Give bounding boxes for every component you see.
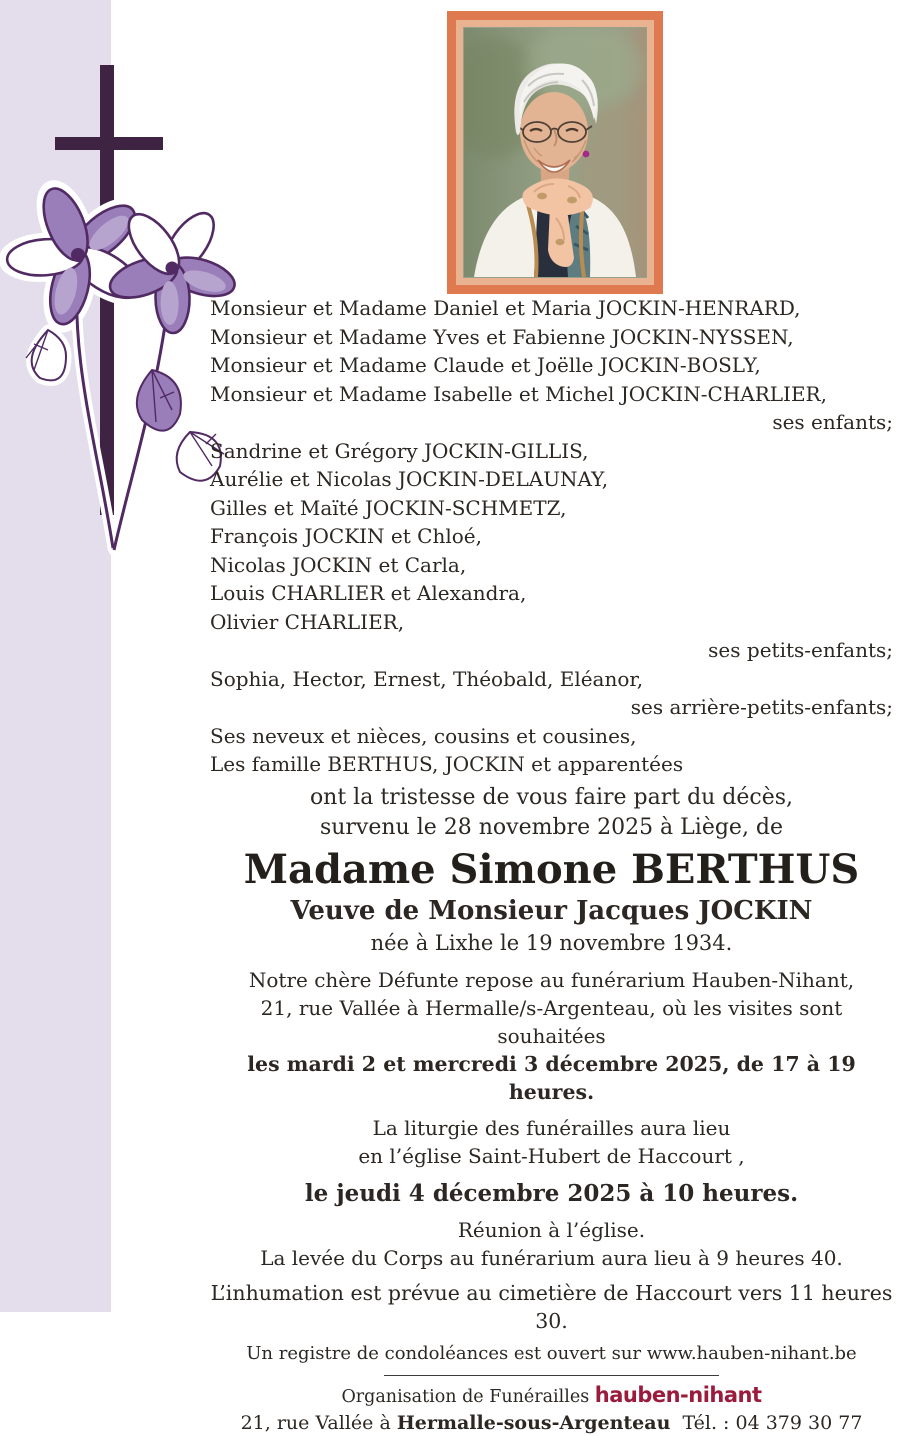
children-label: ses enfants; xyxy=(772,410,893,434)
portrait-frame-inner xyxy=(456,20,654,285)
family-line: Monsieur et Madame Daniel et Maria JOCKIN-HENRARD, xyxy=(210,296,801,320)
family-line: Monsieur et Madame Isabelle et Michel JOCKIN-CHARLIER, xyxy=(210,381,827,406)
birth-line: née à Lixhe le 19 novembre 1934. xyxy=(370,930,733,955)
register-line: Un registre de condoléances est ouvert sur www.hauben-nihant.be xyxy=(246,1342,857,1364)
portrait-frame xyxy=(447,11,663,294)
announcement-body xyxy=(210,294,893,1436)
announcement-line: ont la tristesse de vous faire part du décès, xyxy=(309,784,794,810)
family-line: Louis CHARLIER et Alexandra, xyxy=(210,581,527,605)
flower-leaves xyxy=(26,330,224,481)
meeting-line: Réunion à l’église. xyxy=(457,1217,646,1242)
repose-line: 21, rue Vallée à Hermalle/s-Argenteau, où les visites sont souhaitées xyxy=(260,995,843,1048)
funeral-home-footer xyxy=(210,1375,893,1436)
deceased-name-title: Madame Simone BERTHUS xyxy=(243,845,860,893)
family-line: Nicolas JOCKIN et Carla, xyxy=(210,552,467,577)
family-line: Olivier CHARLIER, xyxy=(210,609,405,634)
family-line: Aurélie et Nicolas JOCKIN-DELAUNAY, xyxy=(210,467,609,491)
great-grandchildren-label: ses arrière-petits-enfants; xyxy=(630,695,893,719)
repose-line: Notre chère Défunte repose au funérarium Hauben-Nihant, xyxy=(248,967,855,992)
levee-line: La levée du Corps au funérarium aura lieu à 9 heures 40. xyxy=(260,1245,843,1270)
liturgy-line: La liturgie des funérailles aura lieu xyxy=(372,1115,731,1140)
great-grandchildren-line: Sophia, Hector, Ernest, Théobald, Eléanor, xyxy=(210,666,644,691)
deceased-subtitle: Veuve de Monsieur Jacques JOCKIN xyxy=(290,895,813,926)
family-line: Monsieur et Madame Yves et Fabienne JOCKIN-NYSSEN, xyxy=(210,324,794,349)
announcement-line: survenu le 28 novembre 2025 à Liège, de xyxy=(319,814,784,840)
family-line: François JOCKIN et Chloé, xyxy=(210,524,482,548)
organisation-prefix: Organisation de Funérailles xyxy=(341,1386,590,1407)
address-prefix: 21, rue Vallée à xyxy=(240,1411,391,1434)
portrait-photo xyxy=(464,28,646,277)
family-line: Sandrine et Grégory JOCKIN-GILLIS, xyxy=(210,438,589,463)
relatives-line: Ses neveux et nièces, cousins et cousines, xyxy=(210,723,637,748)
inhumation-line: L’inhumation est prévue au cimetière de Haccourt vers 11 heures 30. xyxy=(210,1280,893,1333)
address-city: Hermalle-sous-Argenteau xyxy=(396,1411,671,1434)
funeral-home-logo: hauben-nihant xyxy=(594,1382,762,1407)
organisation-line xyxy=(210,1383,893,1410)
family-line: Monsieur et Madame Claude et Joëlle JOCKIN-BOSLY, xyxy=(210,353,761,377)
visits-line: les mardi 2 et mercredi 3 décembre 2025, de 17 à 19 heures. xyxy=(247,1051,856,1104)
family-line: Gilles et Maïté JOCKIN-SCHMETZ, xyxy=(210,495,567,520)
funeral-date-line: le jeudi 4 décembre 2025 à 10 heures. xyxy=(304,1179,799,1207)
liturgy-line: en l’église Saint-Hubert de Haccourt , xyxy=(358,1143,745,1168)
footer-divider xyxy=(384,1375,719,1376)
relatives-line: Les famille BERTHUS, JOCKIN et apparentées xyxy=(210,752,684,776)
grandchildren-label: ses petits-enfants; xyxy=(708,638,893,662)
phone-number: Tél. : 04 379 30 77 xyxy=(682,1411,863,1434)
address-line xyxy=(210,1410,893,1436)
